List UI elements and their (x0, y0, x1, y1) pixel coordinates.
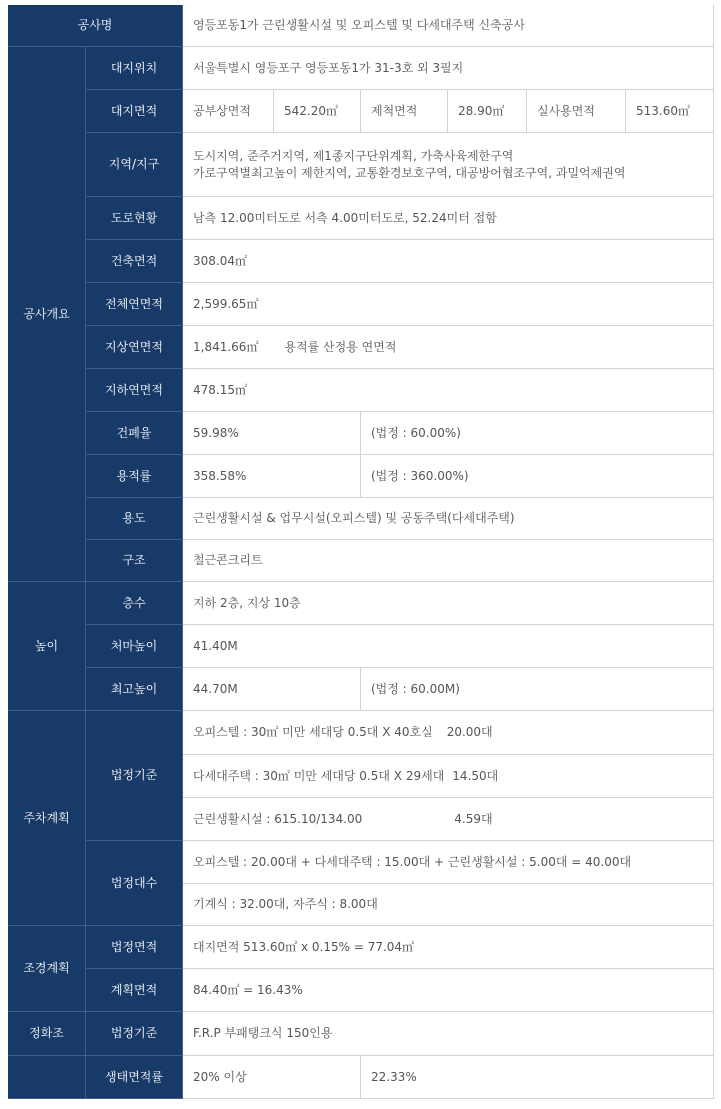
eco-group-blank (8, 1056, 86, 1099)
floors-label: 층수 (86, 582, 183, 625)
eaves-height-label: 처마높이 (86, 625, 183, 668)
zoning-line-1: 도시지역, 준주거지역, 제1종지구단위계획, 가축사육제한구역 (193, 148, 514, 163)
septic-standard-value: F.R.P 부패탱크식 150인용 (183, 1012, 714, 1056)
parking-standard-officetel (183, 711, 714, 755)
floor-area-ratio-label: 용적률 (86, 455, 183, 498)
eco-area-ratio-required: 20% 이상 (183, 1056, 361, 1099)
project-name-label: 공사명 (8, 5, 183, 47)
zoning-line-2: 가로구역별최고높이 제한지역, 교통환경보호구역, 대공방어협조구역, 과밀억제권역 (193, 165, 626, 180)
parking-standard-retail-text: 근린생활시설 : 615.10/134.00 (193, 811, 363, 826)
project-name-value: 영등포동1가 근린생활시설 및 오피스텔 및 다세대주택 신축공사 (183, 5, 714, 47)
landscape-planned-label: 계획면적 (86, 969, 183, 1012)
above-ground-area-number: 1,841.66㎡ (193, 339, 259, 354)
parking-count-label: 법정대수 (86, 841, 183, 926)
height-group-label: 높이 (8, 582, 86, 711)
site-area-official-value: 542.20㎡ (274, 90, 361, 133)
roads-label: 도로현황 (86, 197, 183, 240)
parking-standard-officetel-text: 오피스텔 : 30㎡ 미만 세대당 0.5대 X 40호실 (193, 725, 433, 739)
site-area-used-value: 513.60㎡ (626, 90, 714, 133)
site-location-label: 대지위치 (86, 47, 183, 90)
septic-standard-label: 법정기준 (86, 1012, 183, 1056)
overview-group-label: 공사개요 (8, 47, 86, 582)
use-value: 근린생활시설 & 업무시설(오피스텔) 및 공동주택(다세대주택) (183, 498, 714, 540)
floor-area-ratio-legal: (법정 : 360.00%) (361, 455, 714, 498)
parking-standard-multiunit-text: 다세대주택 : 30㎡ 미만 세대당 0.5대 X 29세대 (193, 768, 445, 783)
above-ground-area-value (183, 326, 714, 369)
eco-area-ratio-actual: 22.33% (361, 1056, 714, 1099)
landscape-planned-value: 84.40㎡ = 16.43% (183, 969, 714, 1012)
landscape-legal-value: 대지면적 513.60㎡ x 0.15% = 77.04㎡ (183, 926, 714, 969)
parking-standard-retail (183, 798, 714, 841)
project-spec-table (8, 5, 714, 1099)
parking-count-line-1: 오피스텔 : 20.00대 + 다세대주택 : 15.00대 + 근린생활시설 : 5.00대 = 40.00대 (183, 841, 714, 884)
landscape-legal-label: 법정면적 (86, 926, 183, 969)
parking-standard-multiunit (183, 755, 714, 798)
max-height-legal: (법정 : 60.00M) (361, 668, 714, 711)
coverage-ratio-label: 건폐율 (86, 412, 183, 455)
zoning-label: 지역/지구 (86, 133, 183, 197)
parking-count-line-2: 기계식 : 32.00대, 자주식 : 8.00대 (183, 884, 714, 926)
eaves-height-value: 41.40M (183, 625, 714, 668)
structure-label: 구조 (86, 540, 183, 582)
coverage-ratio-value: 59.98% (183, 412, 361, 455)
site-area-label: 대지면적 (86, 90, 183, 133)
roads-value: 남측 12.00미터도로 서측 4.00미터도로, 52.24미터 접함 (183, 197, 714, 240)
parking-standard-label: 법정기준 (86, 711, 183, 841)
zoning-value (183, 133, 714, 197)
parking-standard-officetel-count: 20.00대 (446, 725, 493, 739)
site-area-excluded-value: 28.90㎡ (448, 90, 527, 133)
landscape-group-label: 조경계획 (8, 926, 86, 1012)
floors-value: 지하 2층, 지상 10층 (183, 582, 714, 625)
parking-standard-retail-count: 4.59대 (454, 811, 493, 826)
total-floor-area-label: 전체연면적 (86, 283, 183, 326)
structure-value: 철근콘크리트 (183, 540, 714, 582)
above-ground-area-label: 지상연면적 (86, 326, 183, 369)
below-ground-area-value: 478.15㎡ (183, 369, 714, 412)
coverage-ratio-legal: (법정 : 60.00%) (361, 412, 714, 455)
site-area-excluded-name: 제척면적 (361, 90, 448, 133)
site-area-official-name: 공부상면적 (183, 90, 274, 133)
above-ground-area-note: 용적률 산정용 연면적 (284, 339, 397, 354)
below-ground-area-label: 지하연면적 (86, 369, 183, 412)
max-height-value: 44.70M (183, 668, 361, 711)
total-floor-area-value: 2,599.65㎡ (183, 283, 714, 326)
floor-area-ratio-value: 358.58% (183, 455, 361, 498)
site-location-value: 서울특별시 영등포구 영등포동1가 31-3호 외 3필지 (183, 47, 714, 90)
parking-standard-multiunit-count: 14.50대 (452, 768, 499, 783)
building-area-label: 건축면적 (86, 240, 183, 283)
building-area-value: 308.04㎡ (183, 240, 714, 283)
site-area-used-name: 실사용면적 (527, 90, 626, 133)
septic-group-label: 정화조 (8, 1012, 86, 1056)
eco-area-ratio-label: 생태면적률 (86, 1056, 183, 1099)
max-height-label: 최고높이 (86, 668, 183, 711)
parking-group-label: 주차계획 (8, 711, 86, 926)
use-label: 용도 (86, 498, 183, 540)
